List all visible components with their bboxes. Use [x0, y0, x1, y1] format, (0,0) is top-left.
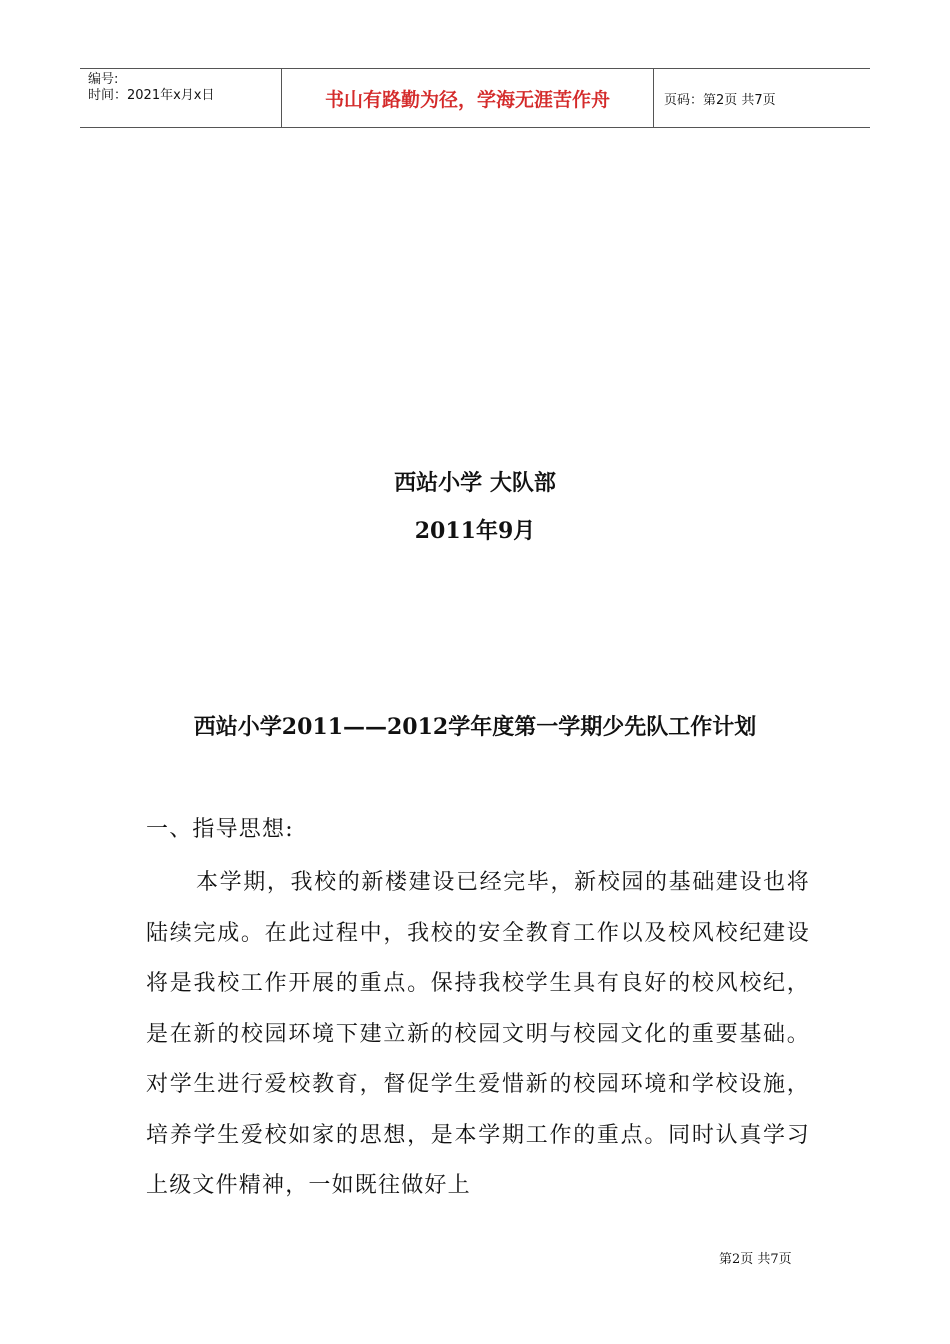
page-footer: 第2页 共7页: [719, 1252, 792, 1267]
section-heading: 一、指导思想:: [146, 817, 294, 842]
cover-org: 西站小学 大队部: [394, 470, 556, 496]
header-page-label: 页码：第2页 共7页: [664, 92, 776, 108]
page-header: [80, 68, 870, 128]
time-label: 时间：2021年x月x日: [88, 88, 215, 103]
body-paragraph: 本学期，我校的新楼建设已经完毕，新校园的基础建设也将陆续完成。在此过程中，我校的安全教育工作以及校风校纪建设将是我校工作开展的重点。保持我校学生具有良好的校风校纪，是在新的校园环境下建立新的校园文明与校园文化的重要基础。对学生进行爱校教育，督促学生爱惜新的校园环境和学校设施，培养学生爱校如家的思想，是本学期工作的重点。同时认真学习上级文件精神，一如既往做好上: [146, 870, 810, 1198]
plan-title: 西站小学2011——2012学年度第一学期少先队工作计划: [193, 714, 757, 740]
serial-label: 编号:: [88, 72, 119, 87]
header-meta: [80, 69, 282, 127]
cover-date: 2011年9月: [414, 518, 536, 544]
header-motto: 书山有路勤为径，学海无涯苦作舟: [282, 69, 654, 127]
